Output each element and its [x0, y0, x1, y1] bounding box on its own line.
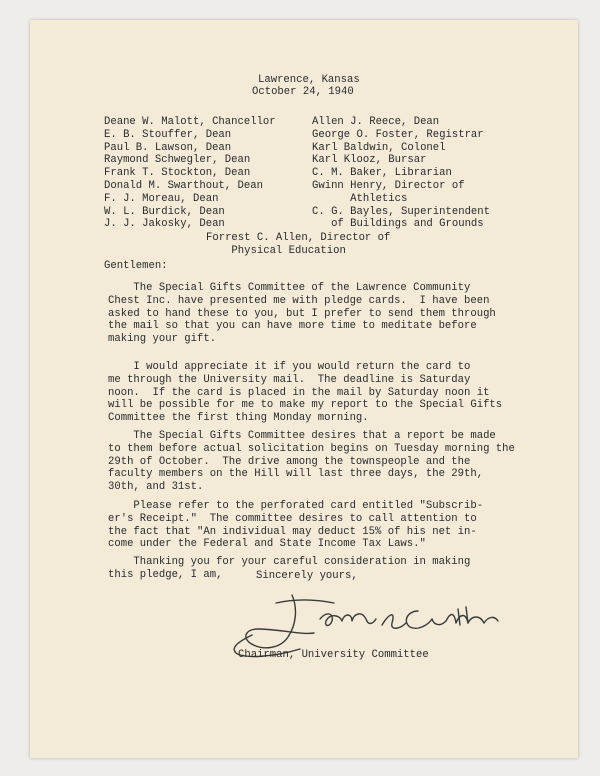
closing: Sincerely yours, — [256, 570, 358, 582]
recipients-right-column — [312, 116, 490, 231]
recipient-left: W. L. Burdick, Dean — [104, 205, 225, 218]
recipients-left-column — [104, 116, 276, 231]
recipient-right: Gwinn Henry, Director of — [312, 179, 465, 192]
paragraph-line: Chest Inc. have presented me with pledge cards. I have been — [108, 294, 490, 307]
recipient-left: J. J. Jakosky, Dean — [104, 218, 225, 231]
recipient-right: Karl Baldwin, Colonel — [312, 141, 446, 154]
recipient-right: C. G. Bayles, Superintendent — [312, 205, 491, 218]
date-line: October 24, 1940 — [252, 86, 354, 98]
paragraph-3 — [108, 430, 538, 494]
paragraph-2 — [108, 361, 538, 425]
paragraph-line: noon. If the card is placed in the mail by Saturday noon it — [108, 386, 490, 399]
paragraph-line: The Special Gifts Committee of the Lawrence Community — [108, 282, 471, 294]
paragraph-line: making your gift. — [108, 333, 217, 346]
recipient-center: Forrest C. Allen, Director of — [206, 232, 391, 244]
recipient-left: E. B. Stouffer, Dean — [104, 128, 232, 141]
signature-title: Chairman, University Committee — [238, 649, 429, 661]
recipient-center: Physical Education — [206, 244, 346, 257]
paragraph-line: asked to hand these to you, but I prefer to send them through — [108, 307, 496, 320]
recipient-left: Paul B. Lawson, Dean — [104, 141, 232, 154]
paragraph-line: faculty members on the Hill will last three days, the 29th, — [108, 468, 484, 481]
recipient-left: Deane W. Malott, Chancellor — [104, 116, 276, 128]
place-line: Lawrence, Kansas — [258, 74, 360, 86]
paragraph-1 — [108, 282, 538, 346]
recipient-right: C. M. Baker, Librarian — [312, 167, 452, 180]
paragraph-line: Committee the first thing Monday morning. — [108, 412, 369, 425]
paragraph-line: Thanking you for your careful consideration in making — [108, 556, 471, 568]
recipient-left: Raymond Schwegler, Dean — [104, 154, 251, 167]
paragraph-line: 30th, and 31st. — [108, 481, 204, 494]
paragraph-line: 29th of October. The drive among the townspeople and the — [108, 455, 471, 468]
recipient-right: Allen J. Reece, Dean — [312, 116, 440, 128]
paragraph-line: I would appreciate it if you would return the card to — [108, 361, 471, 373]
paragraph-line: The Special Gifts Committee desires that a report be made — [108, 430, 496, 442]
recipient-left: Frank T. Stockton, Dean — [104, 167, 251, 180]
recipient-right: of Buildings and Grounds — [312, 218, 484, 231]
paragraph-line: this pledge, I am, — [108, 568, 223, 581]
recipient-right: Karl Klooz, Bursar — [312, 154, 427, 167]
recipient-right: George O. Foster, Registrar — [312, 128, 484, 141]
letter-page — [30, 20, 578, 758]
recipient-left: F. J. Moreau, Dean — [104, 192, 219, 205]
paragraph-line: Please refer to the perforated card entitled "Subscrib- — [108, 500, 484, 512]
paragraph-line: er's Receipt." The committee desires to call attention to — [108, 512, 477, 525]
paragraph-line: come under the Federal and State Income Tax Laws." — [108, 538, 426, 551]
paragraph-line: the fact that "An individual may deduct 15% of his net in- — [108, 525, 477, 538]
recipient-left: Donald M. Swarthout, Dean — [104, 179, 263, 192]
paragraph-line: the mail so that you can have more time to meditate before — [108, 320, 477, 333]
recipients-center — [206, 232, 390, 258]
paragraph-line: to them before actual solicitation begins on Tuesday morning the — [108, 442, 515, 455]
paragraph-line: will be possible for me to make my report to the Special Gifts — [108, 399, 503, 412]
salutation: Gentlemen: — [104, 260, 168, 272]
recipient-right: Athletics — [312, 192, 408, 205]
paragraph-4 — [108, 500, 538, 551]
paragraph-line: me through the University mail. The deadline is Saturday — [108, 373, 471, 386]
